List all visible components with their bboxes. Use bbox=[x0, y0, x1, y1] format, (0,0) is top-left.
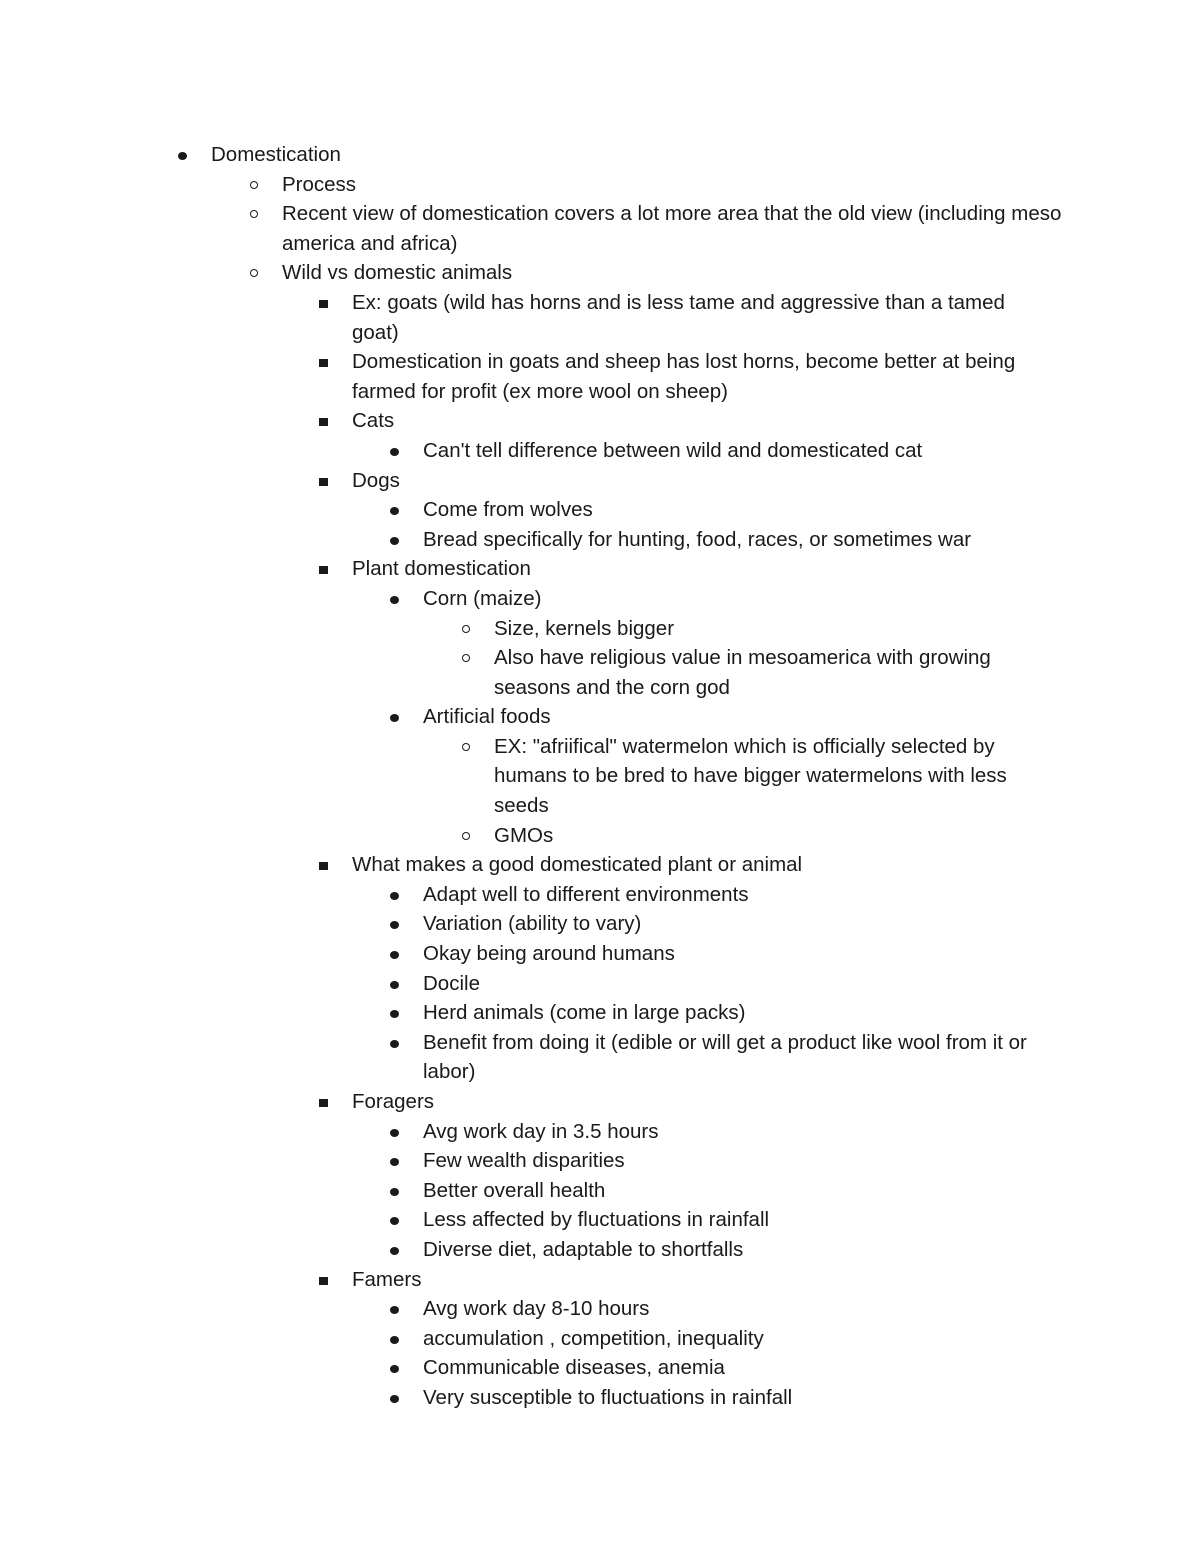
square-bullet-icon bbox=[319, 418, 328, 426]
outline-item-text: GMOs bbox=[494, 823, 554, 847]
outline-item-text: Artificial foods bbox=[423, 705, 551, 729]
outline-item-text: Okay being around humans bbox=[423, 942, 675, 966]
outline-item-level-4 bbox=[423, 1117, 1058, 1147]
outline-item-level-4 bbox=[423, 1205, 1058, 1235]
outline-item-text: Corn (maize) bbox=[423, 586, 542, 610]
outline-item-text: Less affected by fluctuations in rainfall bbox=[423, 1208, 770, 1232]
outline-item-level-4 bbox=[423, 1353, 1058, 1383]
disc-bullet-icon bbox=[390, 1158, 399, 1166]
outline-item-text: Avg work day in 3.5 hours bbox=[423, 1119, 659, 1143]
outline-item-text: Process bbox=[282, 172, 357, 196]
outline-item-level-2 bbox=[282, 170, 1072, 200]
outline-item-level-3 bbox=[352, 466, 1057, 496]
outline-item-level-4 bbox=[423, 998, 1058, 1028]
outline-item-level-4 bbox=[423, 436, 1058, 466]
outline-item-level-5 bbox=[494, 614, 1054, 644]
outline-item-text: EX: "afriifical" watermelon which is officially selected by humans to be bred to have bigger watermelons with less seeds bbox=[494, 734, 1007, 818]
disc-bullet-icon bbox=[390, 1336, 399, 1344]
outline-item-text: Famers bbox=[352, 1267, 422, 1291]
disc-bullet-icon bbox=[390, 1188, 399, 1196]
outline-item-text: Size, kernels bigger bbox=[494, 616, 675, 640]
outline-item-level-4 bbox=[423, 939, 1058, 969]
outline-item-text: Herd animals (come in large packs) bbox=[423, 1001, 746, 1025]
outline-item-level-3 bbox=[352, 288, 1057, 347]
disc-bullet-icon bbox=[390, 1365, 399, 1373]
disc-bullet-icon bbox=[178, 152, 187, 160]
outline-item-level-3 bbox=[352, 850, 1057, 880]
outline-list bbox=[0, 140, 1200, 1413]
circle-bullet-icon bbox=[462, 832, 470, 840]
outline-item-level-5 bbox=[494, 643, 1054, 702]
disc-bullet-icon bbox=[390, 507, 399, 515]
outline-item-level-3 bbox=[352, 347, 1057, 406]
square-bullet-icon bbox=[319, 300, 328, 308]
disc-bullet-icon bbox=[390, 951, 399, 959]
circle-bullet-icon bbox=[250, 181, 258, 189]
outline-item-level-4 bbox=[423, 1324, 1058, 1354]
outline-item-level-4 bbox=[423, 880, 1058, 910]
outline-item-text: Adapt well to different environments bbox=[423, 882, 749, 906]
disc-bullet-icon bbox=[390, 1010, 399, 1018]
outline-item-level-2 bbox=[282, 258, 1072, 288]
outline-item-text: Variation (ability to vary) bbox=[423, 912, 642, 936]
outline-item-level-4 bbox=[423, 1028, 1058, 1087]
outline-item-level-5 bbox=[494, 732, 1054, 821]
disc-bullet-icon bbox=[390, 448, 399, 456]
disc-bullet-icon bbox=[390, 892, 399, 900]
outline-item-level-4 bbox=[423, 969, 1058, 999]
circle-bullet-icon bbox=[462, 743, 470, 751]
disc-bullet-icon bbox=[390, 714, 399, 722]
outline-item-level-4 bbox=[423, 702, 1058, 732]
outline-item-text: Plant domestication bbox=[352, 557, 531, 581]
outline-item-level-4 bbox=[423, 1176, 1058, 1206]
outline-item-level-4 bbox=[423, 909, 1058, 939]
outline-item-level-4 bbox=[423, 1294, 1058, 1324]
outline-item-level-3 bbox=[352, 1265, 1057, 1295]
outline-item-text: Communicable diseases, anemia bbox=[423, 1356, 725, 1380]
outline-item-text: Avg work day 8-10 hours bbox=[423, 1297, 650, 1321]
outline-item-text: Docile bbox=[423, 971, 480, 995]
outline-item-text: Come from wolves bbox=[423, 498, 593, 522]
outline-item-text: Few wealth disparities bbox=[423, 1149, 625, 1173]
outline-item-text: Recent view of domestication covers a lot more area that the old view (including meso america and africa) bbox=[282, 202, 1062, 255]
disc-bullet-icon bbox=[390, 921, 399, 929]
circle-bullet-icon bbox=[250, 210, 258, 218]
circle-bullet-icon bbox=[462, 625, 470, 633]
outline-item-text: Cats bbox=[352, 409, 395, 433]
outline-item-level-4 bbox=[423, 1383, 1058, 1413]
outline-item-text: Diverse diet, adaptable to shortfalls bbox=[423, 1237, 744, 1261]
outline-item-text: Better overall health bbox=[423, 1178, 606, 1202]
outline-item-level-5 bbox=[494, 821, 1054, 851]
outline-item-text: Also have religious value in mesoamerica with growing seasons and the corn god bbox=[494, 646, 991, 699]
disc-bullet-icon bbox=[390, 1040, 399, 1048]
disc-bullet-icon bbox=[390, 1129, 399, 1137]
disc-bullet-icon bbox=[390, 596, 399, 604]
outline-item-text: accumulation , competition, inequality bbox=[423, 1326, 764, 1350]
outline-item-text: Benefit from doing it (edible or will get a product like wool from it or labor) bbox=[423, 1030, 1027, 1084]
disc-bullet-icon bbox=[390, 1395, 399, 1403]
outline-item-text: Dogs bbox=[352, 468, 400, 492]
outline-item-text: Very susceptible to fluctuations in rainfall bbox=[423, 1385, 793, 1409]
disc-bullet-icon bbox=[390, 1247, 399, 1255]
outline-item-text: What makes a good domesticated plant or animal bbox=[352, 853, 803, 877]
circle-bullet-icon bbox=[462, 654, 470, 662]
outline-item-level-4 bbox=[423, 1146, 1058, 1176]
disc-bullet-icon bbox=[390, 1306, 399, 1314]
square-bullet-icon bbox=[319, 1277, 328, 1285]
outline-item-text: Ex: goats (wild has horns and is less tame and aggressive than a tamed goat) bbox=[352, 290, 1005, 344]
outline-item-level-3 bbox=[352, 1087, 1057, 1117]
outline-item-level-2 bbox=[282, 199, 1072, 258]
disc-bullet-icon bbox=[390, 1217, 399, 1225]
outline-item-text: Wild vs domestic animals bbox=[282, 261, 513, 285]
square-bullet-icon bbox=[319, 478, 328, 486]
outline-item-text: Domestication bbox=[211, 143, 341, 166]
square-bullet-icon bbox=[319, 862, 328, 870]
outline-item-text: Foragers bbox=[352, 1090, 435, 1113]
outline-item-level-4 bbox=[423, 525, 1058, 555]
disc-bullet-icon bbox=[390, 537, 399, 545]
outline-item-level-4 bbox=[423, 584, 1058, 614]
square-bullet-icon bbox=[319, 1099, 328, 1107]
outline-item-text: Domestication in goats and sheep has lost horns, become better at being farmed for profit (ex more wool on sheep) bbox=[352, 350, 1016, 403]
outline-item-level-4 bbox=[423, 1235, 1058, 1265]
outline-item-text: Bread specifically for hunting, food, races, or sometimes war bbox=[423, 527, 972, 551]
disc-bullet-icon bbox=[390, 981, 399, 989]
square-bullet-icon bbox=[319, 566, 328, 574]
outline-item-level-3 bbox=[352, 554, 1057, 584]
outline-item-level-4 bbox=[423, 495, 1058, 525]
outline-item-level-3 bbox=[352, 406, 1057, 436]
circle-bullet-icon bbox=[250, 269, 258, 277]
outline-item-level-1 bbox=[211, 140, 1041, 170]
square-bullet-icon bbox=[319, 359, 328, 367]
outline-item-text: Can't tell difference between wild and domesticated cat bbox=[423, 438, 923, 462]
